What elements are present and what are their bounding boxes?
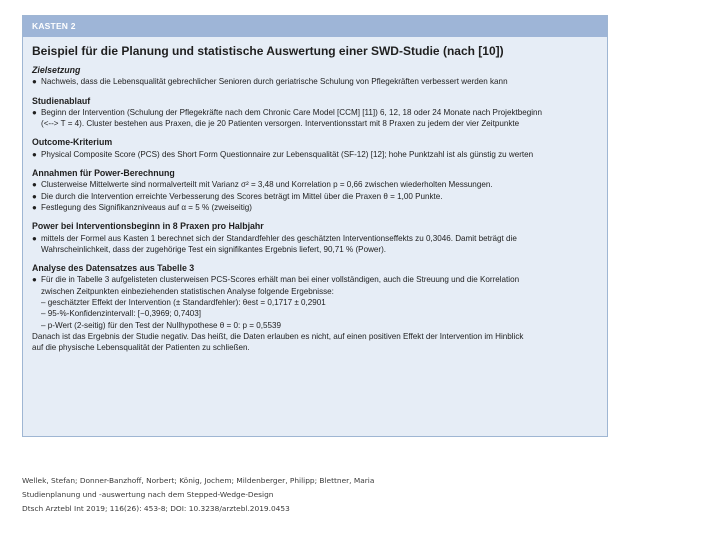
- section-heading: Zielsetzung: [32, 65, 81, 75]
- citation-caption: [22, 474, 622, 516]
- section-power: [32, 221, 599, 255]
- section-analyse: [32, 263, 599, 353]
- box-content: [23, 65, 607, 354]
- bullet-text-line: mittels der Formel aus Kasten 1 berechnet sich der Standardfehler des geschätzten Interventionseffekts zu 0,3046. Damit beträgt die: [41, 233, 517, 243]
- conclusion: [32, 331, 599, 354]
- caption-title: Studienplanung und -auswertung nach dem Stepped-Wedge-Design: [22, 490, 274, 499]
- bullet-text-line: Wahrscheinlichkeit, dass der zugehörige Test ein signifikantes Ergebnis liefert, 90,71 % (Power).: [41, 244, 387, 254]
- bullet-icon: ●: [32, 191, 37, 201]
- bullet-text: Nachweis, dass die Lebensqualität gebrechlicher Senioren durch geriatrische Schulung von Pflegekräften verbessert werden kann: [41, 77, 508, 87]
- result-item: – geschätzter Effekt der Intervention (± Standardfehler): θest = 0,1717 ± 0,2901: [41, 298, 326, 308]
- bullet-icon: ●: [32, 275, 37, 285]
- conclusion-line: Danach ist das Ergebnis der Studie negativ. Das heißt, die Daten erlauben es nicht, auf einen positiven Effekt der Intervention im Hinblick: [32, 331, 524, 341]
- section-heading: Studienablauf: [32, 95, 91, 106]
- section-heading: Annahmen für Power-Berechnung: [32, 168, 175, 179]
- list-item: [32, 107, 599, 130]
- bullet-text-line: Für die in Tabelle 3 aufgelisteten clusterweisen PCS-Scores erhält man bei einer vollständigen, auch die Streuung und die Korrelation: [41, 275, 520, 285]
- conclusion-line: auf die physische Lebensqualität der Patienten zu schließen.: [32, 343, 250, 353]
- section-heading: Analyse des Datensatzes aus Tabelle 3: [32, 263, 195, 274]
- section-studienablauf: [32, 96, 599, 130]
- list-item: [32, 202, 599, 213]
- caption-reference: Dtsch Arztebl Int 2019; 116(26): 453-8; DOI: 10.3238/arztebl.2019.0453: [22, 504, 290, 513]
- bullet-text: Physical Composite Score (PCS) des Short Form Questionnaire zur Lebensqualität (SF-12) [12]; hohe Punktzahl ist als günstig zu werten: [41, 149, 534, 159]
- bullet-icon: ●: [32, 107, 37, 117]
- list-item: [32, 233, 599, 256]
- bullet-icon: ●: [32, 149, 37, 159]
- list-item: [32, 274, 599, 330]
- info-box: [22, 15, 608, 437]
- bullet-icon: ●: [32, 77, 37, 87]
- bullet-icon: ●: [32, 233, 37, 243]
- caption-authors: Wellek, Stefan; Donner-Banzhoff, Norbert; König, Jochem; Mildenberger, Philipp; Blettner, Maria: [22, 476, 375, 485]
- list-item: [32, 179, 599, 190]
- bullet-text-line: (<--> T = 4). Cluster bestehen aus Praxen, die je 20 Patienten versorgen. Interventionsstart mit 8 Praxen zu jedem der vier Zeitpunkte: [41, 119, 520, 129]
- bullet-text-line: Beginn der Intervention (Schulung der Pflegekräfte nach dem Chronic Care Model [CCM] [11]) 6, 12, 18 oder 24 Monate nach Projektbeginn: [41, 107, 543, 117]
- bullet-icon: ●: [32, 202, 37, 212]
- bullet-text-line: zwischen Zeitpunkten einbeziehenden statistischen Analyse folgende Ergebnisse:: [41, 286, 334, 296]
- box-title: Beispiel für die Planung und statistische Auswertung einer SWD-Studie (nach [10]): [32, 44, 504, 58]
- section-heading: Outcome-Kriterium: [32, 137, 113, 148]
- bullet-icon: ●: [32, 180, 37, 190]
- list-item: [32, 76, 599, 87]
- section-outcome: [32, 137, 599, 160]
- section-heading: Power bei Interventionsbeginn in 8 Praxen pro Halbjahr: [32, 221, 264, 232]
- bullet-text: Die durch die Intervention erreichte Verbesserung des Scores beträgt im Mittel über die Praxen θ = 1,00 Punkte.: [41, 191, 443, 201]
- bullet-text: Clusterweise Mittelwerte sind normalverteilt mit Varianz σ² = 3,48 und Korrelation p = 0,66 zwischen wiederholten Messungen.: [41, 180, 493, 190]
- box-label: KASTEN 2: [23, 16, 607, 37]
- section-zielsetzung: [32, 65, 599, 88]
- section-annahmen: [32, 168, 599, 213]
- list-item: [32, 149, 599, 160]
- result-item: – p-Wert (2-seitig) für den Test der Nullhypothese θ = 0: p = 0,5539: [41, 320, 281, 330]
- list-item: [32, 191, 599, 202]
- bullet-text: Festlegung des Signifikanzniveaus auf α = 5 % (zweiseitig): [41, 202, 252, 212]
- result-item: – 95-%-Konfidenzintervall: [−0,3969; 0,7403]: [41, 309, 201, 319]
